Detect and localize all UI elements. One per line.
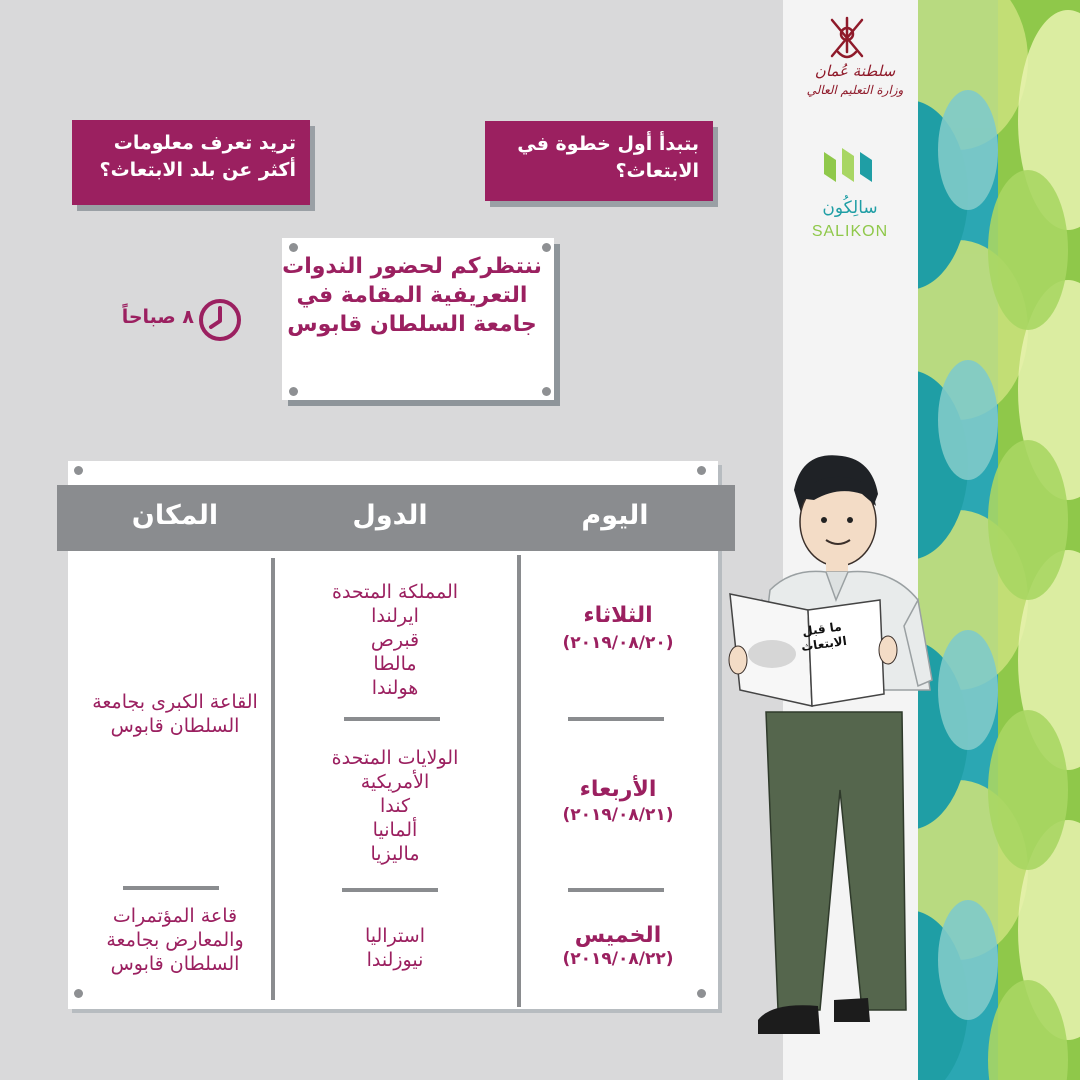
countries-list	[285, 746, 505, 866]
pin-icon	[289, 243, 298, 252]
country: المملكة المتحدة	[331, 581, 459, 603]
country: ماليزيا	[370, 843, 420, 865]
venue-main-hall: القاعة الكبرى بجامعة السلطان قابوس	[92, 691, 258, 737]
country: ألمانيا	[372, 819, 418, 841]
ministry-name-line2: وزارة التعليم العالي	[806, 83, 904, 97]
header-day: اليوم	[581, 500, 649, 531]
country: كندا	[379, 795, 411, 817]
pin-icon	[697, 989, 706, 998]
country: قبرص	[370, 629, 420, 651]
countries-list	[285, 924, 505, 972]
newspaper-title: ما قبل الابتعاث	[800, 619, 848, 655]
country: مالطا	[373, 653, 417, 675]
day-date: (٢٠١٩/٠٨/٢٠)	[562, 633, 674, 653]
row-divider	[568, 717, 664, 721]
header-place: المكان	[131, 500, 219, 531]
row-divider	[123, 886, 219, 890]
clock-icon	[197, 297, 243, 343]
country: الولايات المتحدة	[331, 747, 459, 769]
country: استراليا	[364, 925, 425, 947]
student-character-illustration	[722, 450, 942, 1050]
invitation-text: ننتظركم لحضور الندوات التعريفية المقامة في جامعة السلطان قابوس	[282, 254, 542, 337]
country: الأمريكية	[360, 771, 430, 793]
day-name: الخميس	[574, 923, 662, 948]
countries-list	[285, 580, 505, 700]
ministry-name-line1: سلطنة عُمان	[814, 62, 896, 80]
day-date: (٢٠١٩/٠٨/٢١)	[562, 805, 674, 825]
salikon-arabic-name: سالِكُون	[822, 198, 878, 218]
pin-icon	[74, 466, 83, 475]
day-name: الثلاثاء	[583, 603, 653, 628]
pin-icon	[74, 989, 83, 998]
day-date: (٢٠١٩/٠٨/٢٢)	[562, 949, 674, 969]
oman-emblem-icon	[826, 12, 868, 64]
row-divider	[342, 888, 438, 892]
venue-conference-hall: قاعة المؤتمرات والمعارض بجامعة السلطان قابوس	[106, 905, 244, 975]
day-name: الأربعاء	[579, 777, 657, 802]
decorative-pattern	[918, 0, 1080, 1080]
country: هولندا	[371, 677, 419, 699]
country: ايرلندا	[371, 605, 419, 627]
header-countries: الدول	[352, 500, 428, 531]
pin-icon	[697, 466, 706, 475]
salikon-logo-icon	[822, 146, 878, 184]
pin-icon	[289, 387, 298, 396]
question-first-step: بتبدأ أول خطوة في الابتعاث؟	[485, 121, 713, 201]
salikon-english-name: SALIKON	[811, 223, 889, 240]
row-divider	[568, 888, 664, 892]
row-divider	[344, 717, 440, 721]
country: نيوزلندا	[366, 949, 424, 971]
pin-icon	[542, 387, 551, 396]
column-divider	[517, 555, 521, 1007]
question-more-info: تريد تعرف معلومات أكثر عن بلد الابتعاث؟	[72, 120, 310, 205]
pin-icon	[542, 243, 551, 252]
event-time: ٨ صباحاً	[121, 306, 194, 328]
